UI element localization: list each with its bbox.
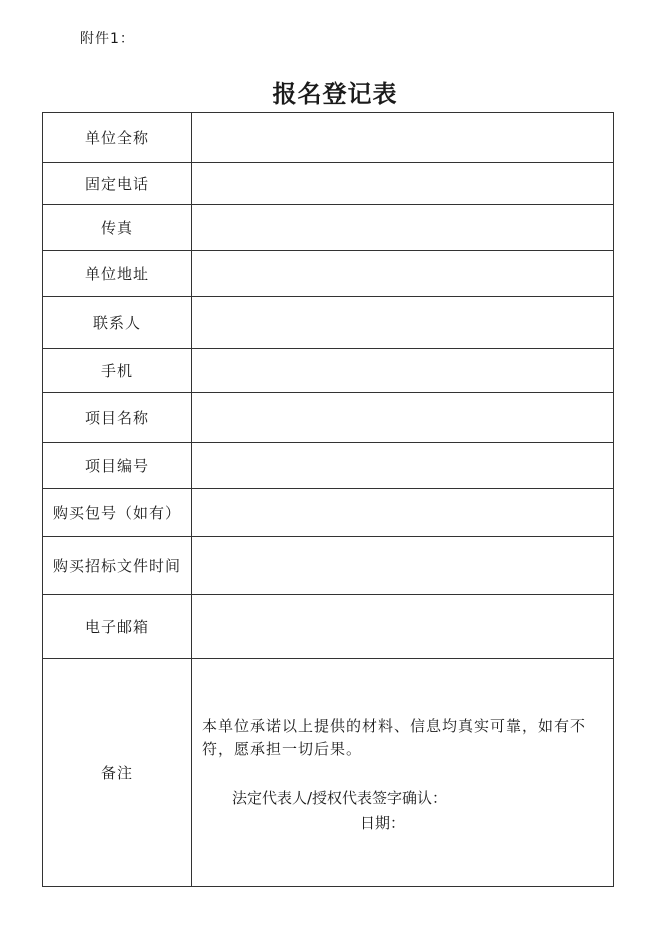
remarks-cell bbox=[192, 659, 614, 887]
date-label: 日期： bbox=[360, 814, 406, 832]
field-input-fax[interactable] bbox=[192, 205, 614, 251]
field-input-landline[interactable] bbox=[192, 163, 614, 205]
field-input-project-name[interactable] bbox=[192, 393, 614, 443]
table-row bbox=[43, 595, 614, 659]
field-input-address[interactable] bbox=[192, 251, 614, 297]
pledge-statement: 本单位承诺以上提供的材料、信息均真实可靠，如有不符，愿承担一切后果。 bbox=[202, 717, 587, 758]
field-label-company-name: 单位全称 bbox=[43, 113, 192, 163]
signature-label: 法定代表人/授权代表签字确认： bbox=[232, 789, 448, 807]
table-row bbox=[43, 297, 614, 349]
field-label-email: 电子邮箱 bbox=[43, 595, 192, 659]
field-label-fax: 传真 bbox=[43, 205, 192, 251]
field-input-package-number[interactable] bbox=[192, 489, 614, 537]
field-input-mobile[interactable] bbox=[192, 349, 614, 393]
field-input-purchase-time[interactable] bbox=[192, 537, 614, 595]
field-label-mobile: 手机 bbox=[43, 349, 192, 393]
field-label-remarks: 备注 bbox=[43, 659, 192, 887]
table-row bbox=[43, 349, 614, 393]
field-input-project-number[interactable] bbox=[192, 443, 614, 489]
registration-form-table bbox=[42, 112, 614, 887]
table-row bbox=[43, 393, 614, 443]
field-label-package-number: 购买包号（如有） bbox=[43, 489, 192, 537]
attachment-label: 附件1： bbox=[80, 31, 135, 47]
field-input-email[interactable] bbox=[192, 595, 614, 659]
table-row bbox=[43, 537, 614, 595]
field-label-landline: 固定电话 bbox=[43, 163, 192, 205]
field-label-address: 单位地址 bbox=[43, 251, 192, 297]
field-label-contact-person: 联系人 bbox=[43, 297, 192, 349]
form-title: 报名登记表 bbox=[272, 80, 398, 108]
field-label-purchase-time: 购买招标文件时间 bbox=[43, 537, 192, 595]
table-row bbox=[43, 163, 614, 205]
field-input-company-name[interactable] bbox=[192, 113, 614, 163]
table-row bbox=[43, 443, 614, 489]
field-input-contact-person[interactable] bbox=[192, 297, 614, 349]
table-row bbox=[43, 205, 614, 251]
field-label-project-name: 项目名称 bbox=[43, 393, 192, 443]
field-label-project-number: 项目编号 bbox=[43, 443, 192, 489]
table-row bbox=[43, 489, 614, 537]
table-row bbox=[43, 659, 614, 887]
table-row bbox=[43, 251, 614, 297]
table-row bbox=[43, 113, 614, 163]
